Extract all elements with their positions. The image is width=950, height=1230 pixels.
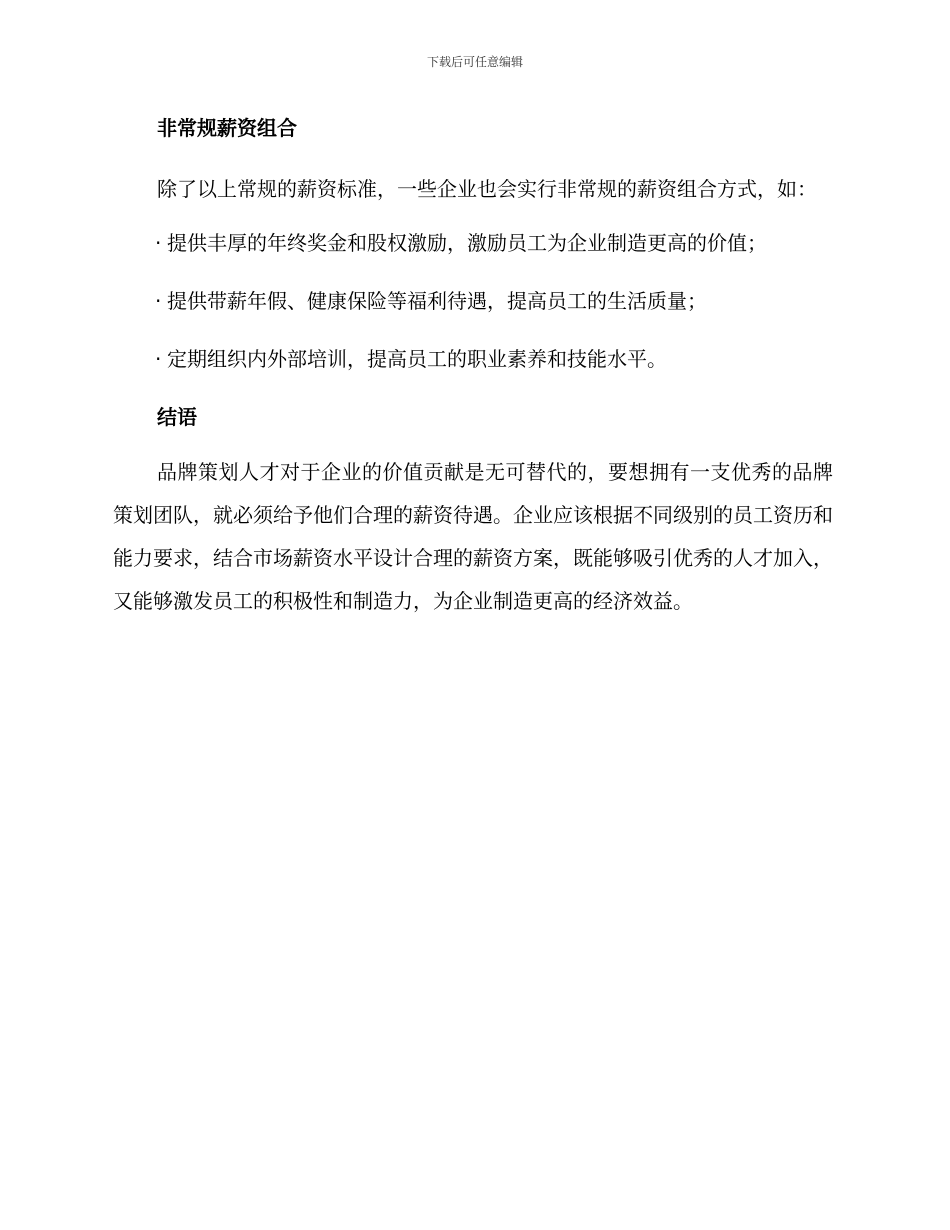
section-heading-conclusion: 结语 <box>157 405 197 429</box>
bullet-item <box>113 343 833 375</box>
bullet-symbol: · <box>155 347 162 371</box>
bullet-symbol: · <box>155 231 162 255</box>
bullet-item <box>113 227 833 259</box>
bullet-text: 提供带薪年假、健康保险等福利待遇，提高员工的生活质量； <box>167 289 707 313</box>
bullet-symbol: · <box>155 289 162 313</box>
bullet-text: 定期组织内外部培训，提高员工的职业素养和技能水平。 <box>167 347 667 371</box>
document-body <box>113 112 833 623</box>
bullet-item <box>113 285 833 317</box>
bullet-text: 提供丰厚的年终奖金和股权激励，激励员工为企业制造更高的价值； <box>167 231 767 255</box>
section-heading-unconventional-pay: 非常规薪资组合 <box>157 116 297 140</box>
intro-paragraph: 除了以上常规的薪资标准，一些企业也会实行非常规的薪资组合方式，如： <box>157 177 817 201</box>
conclusion-paragraph: 品牌策划人才对于企业的价值贡献是无可替代的，要想拥有一支优秀的品牌策划团队，就必须给予他们合理的薪资待遇。企业应该根据不同级别的员工资历和能力要求，结合市场薪资水平设计合理的薪资方案，既能够吸引优秀的人才加入，又能够激发员工的积极性和制造力，为企业制造更高的经济效益。 <box>113 460 833 613</box>
page-header: 下载后可任意编辑 <box>426 55 523 69</box>
